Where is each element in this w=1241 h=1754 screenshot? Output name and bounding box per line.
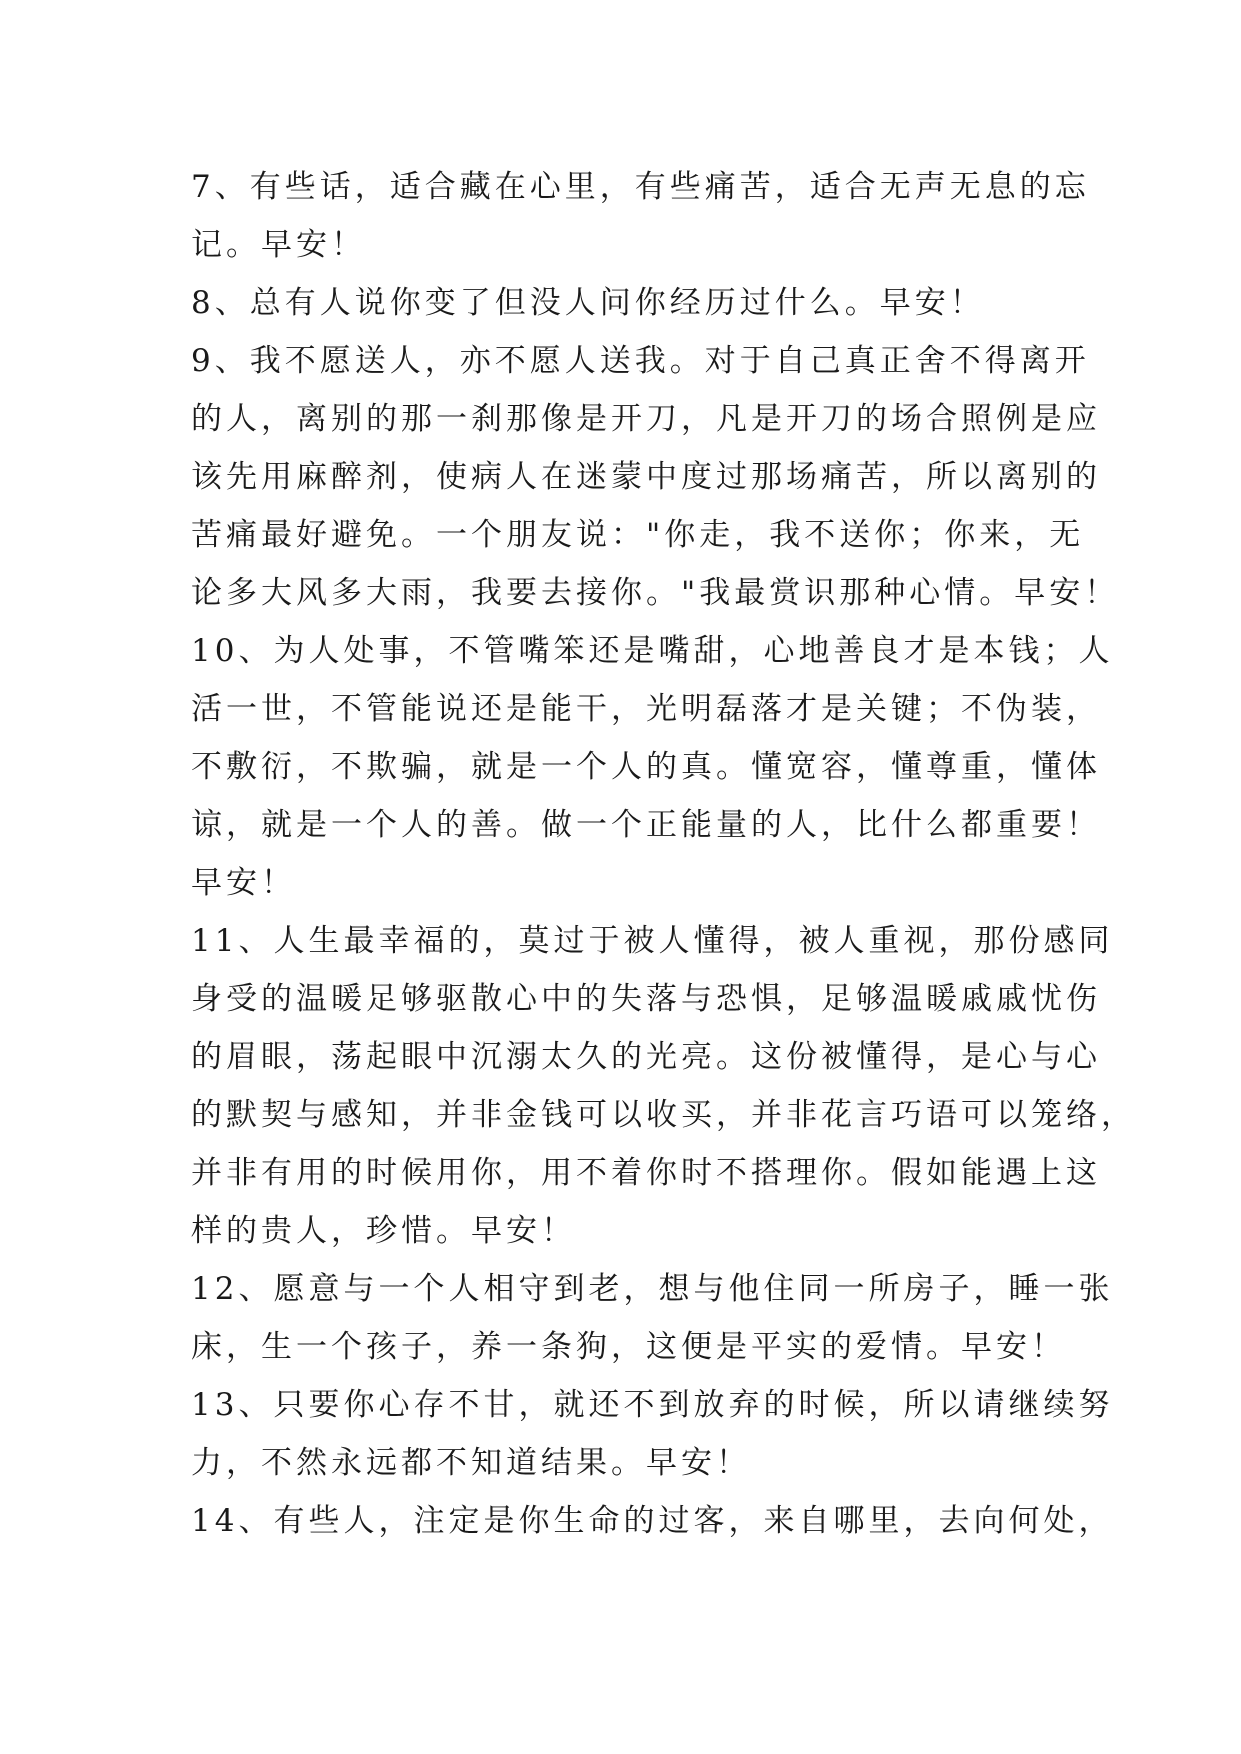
text-line: 该先用麻醉剂，使病人在迷蒙中度过那场痛苦，所以离别的: [191, 459, 1101, 495]
text-line: 早安！: [191, 865, 296, 901]
text-line: 的默契与感知，并非金钱可以收买，并非花言巧语可以笼络，: [191, 1097, 1136, 1133]
text-line: 的人，离别的那一刹那像是开刀，凡是开刀的场合照例是应: [191, 401, 1101, 437]
text-line: 14、有些人，注定是你生命的过客，来自哪里，去向何处，: [191, 1503, 1114, 1539]
text-line: 11、人生最幸福的，莫过于被人懂得，被人重视，那份感同: [191, 923, 1114, 959]
text-line: 苦痛最好避免。一个朋友说："你走，我不送你；你来，无: [191, 517, 1085, 553]
text-line: 记。早安！: [191, 227, 366, 263]
text-line: 9、我不愿送人，亦不愿人送我。对于自己真正舍不得离开: [191, 343, 1090, 379]
text-line: 床，生一个孩子，养一条狗，这便是平实的爱情。早安！: [191, 1329, 1066, 1365]
text-line: 谅，就是一个人的善。做一个正能量的人，比什么都重要！: [191, 807, 1101, 843]
text-line: 并非有用的时候用你，用不着你时不搭理你。假如能遇上这: [191, 1155, 1101, 1191]
text-line: 力，不然永远都不知道结果。早安！: [191, 1445, 751, 1481]
text-line: 12、愿意与一个人相守到老，想与他住同一所房子，睡一张: [191, 1271, 1114, 1307]
document-body: [191, 158, 1136, 1550]
text-line: 8、总有人说你变了但没人问你经历过什么。早安！: [191, 285, 985, 321]
text-line: 不敷衍，不欺骗，就是一个人的真。懂宽容，懂尊重，懂体: [191, 749, 1101, 785]
text-line: 身受的温暖足够驱散心中的失落与恐惧，足够温暖戚戚忧伤: [191, 981, 1101, 1017]
text-line: 7、有些话，适合藏在心里，有些痛苦，适合无声无息的忘: [191, 169, 1090, 205]
text-line: 13、只要你心存不甘，就还不到放弃的时候，所以请继续努: [191, 1387, 1114, 1423]
text-line: 活一世，不管能说还是能干，光明磊落才是关键；不伪装，: [191, 691, 1101, 727]
text-line: 的眉眼，荡起眼中沉溺太久的光亮。这份被懂得，是心与心: [191, 1039, 1101, 1075]
text-line: 论多大风多大雨，我要去接你。"我最赏识那种心情。早安！: [191, 575, 1120, 611]
text-line: 样的贵人，珍惜。早安！: [191, 1213, 576, 1249]
text-line: 10、为人处事，不管嘴笨还是嘴甜，心地善良才是本钱；人: [191, 633, 1114, 669]
